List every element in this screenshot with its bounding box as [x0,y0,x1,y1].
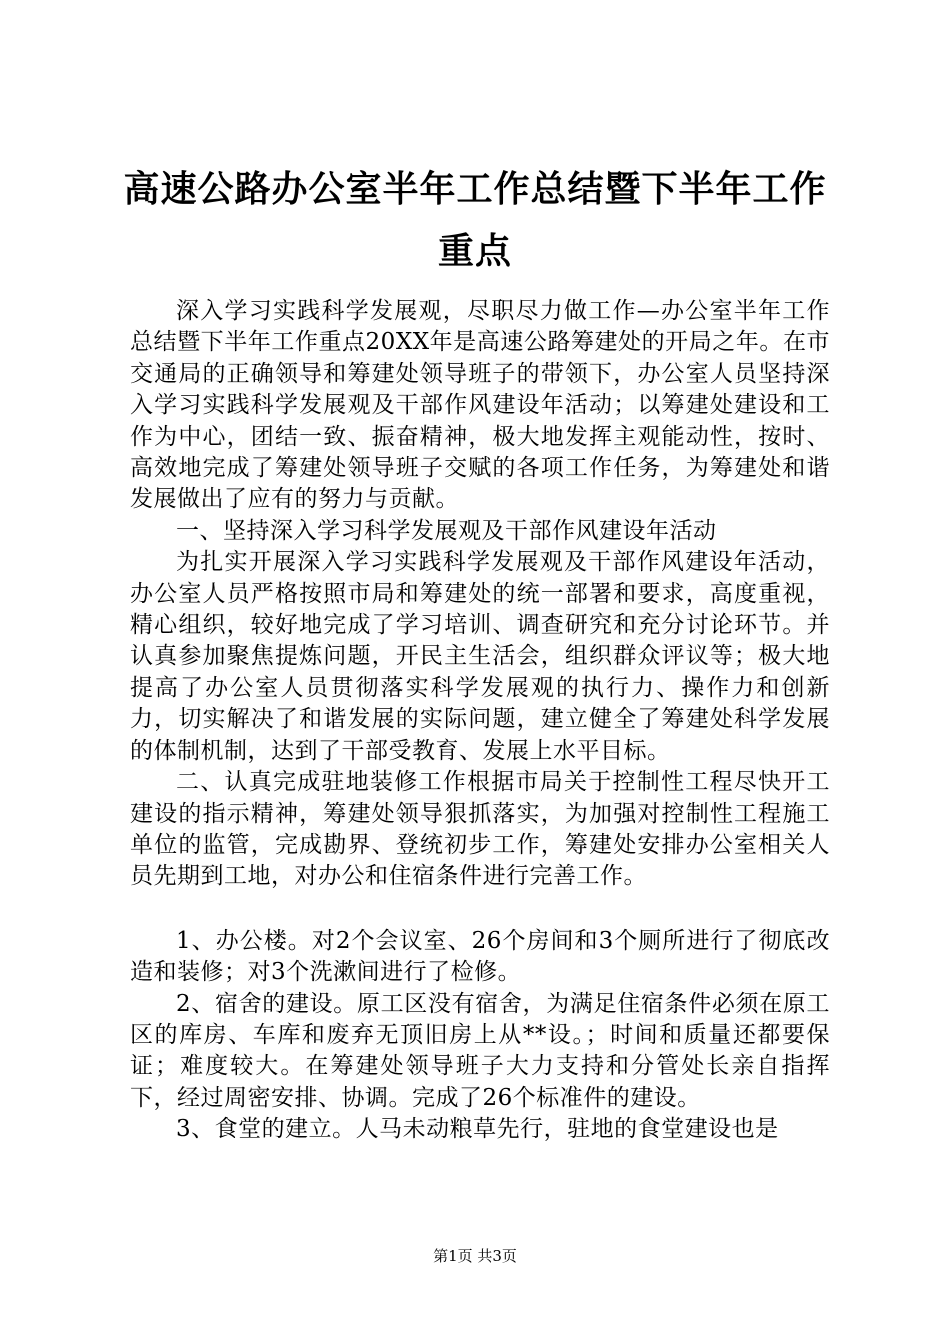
list-item-office-building: 1、办公楼。对2个会议室、26个房间和3个厕所进行了彻底改造和装修；对3个洗漱间进行了检修。 [130,927,830,986]
paragraph-intro: 深入学习实践科学发展观，尽职尽力做工作—办公室半年工作总结暨下半年工作重点20XX年是高速公路筹建处的开局之年。在市交通局的正确领导和筹建处领导班子的带领下，办公室人员坚持深入学习实践科学发展观及干部作风建设年活动；以筹建处建设和工作为中心，团结一致、振奋精神，极大地发挥主观能动性，按时、高效地完成了筹建处领导班子交赋的各项工作任务，为筹建处和谐发展做出了应有的努力与贡献。 [130,298,830,513]
document-title: 高速公路办公室半年工作总结暨下半年工作重点 [123,168,827,272]
paragraph-section-1: 为扎实开展深入学习实践科学发展观及干部作风建设年活动，办公室人员严格按照市局和筹建处的统一部署和要求，高度重视，精心组织，较好地完成了学习培训、调查研究和充分讨论环节。并认真参加聚焦提炼问题，开民主生活会，组织群众评议等；极大地提高了办公室人员贯彻落实科学发展观的执行力、操作力和创新力，切实解决了和谐发展的实际问题，建立健全了筹建处科学发展的体制机制，达到了干部受教育、发展上水平目标。 [130,549,830,764]
section-heading-1: 一、坚持深入学习科学发展观及干部作风建设年活动 [176,517,717,544]
document-body [130,296,830,1146]
page-footer: 第1页 共3页 [433,1247,517,1265]
list-item-dormitory: 2、宿舍的建设。原工区没有宿舍，为满足住宿条件必须在原工区的库房、车库和废弃无顶旧房上从**设。；时间和质量还都要保证；难度较大。在筹建处领导班子大力支持和分管处长亲自指挥下，经过周密安排、协调。完成了26个标准件的建设。 [130,990,830,1111]
paragraph-section-2: 二、认真完成驻地装修工作根据市局关于控制性工程尽快开工建设的指示精神，筹建处领导狠抓落实，为加强对控制性工程施工单位的监管，完成勘界、登统初步工作，筹建处安排办公室相关人员先期到工地，对办公和住宿条件进行完善工作。 [130,769,830,890]
list-item-canteen: 3、食堂的建立。人马未动粮草先行，驻地的食堂建设也是 [176,1116,779,1143]
